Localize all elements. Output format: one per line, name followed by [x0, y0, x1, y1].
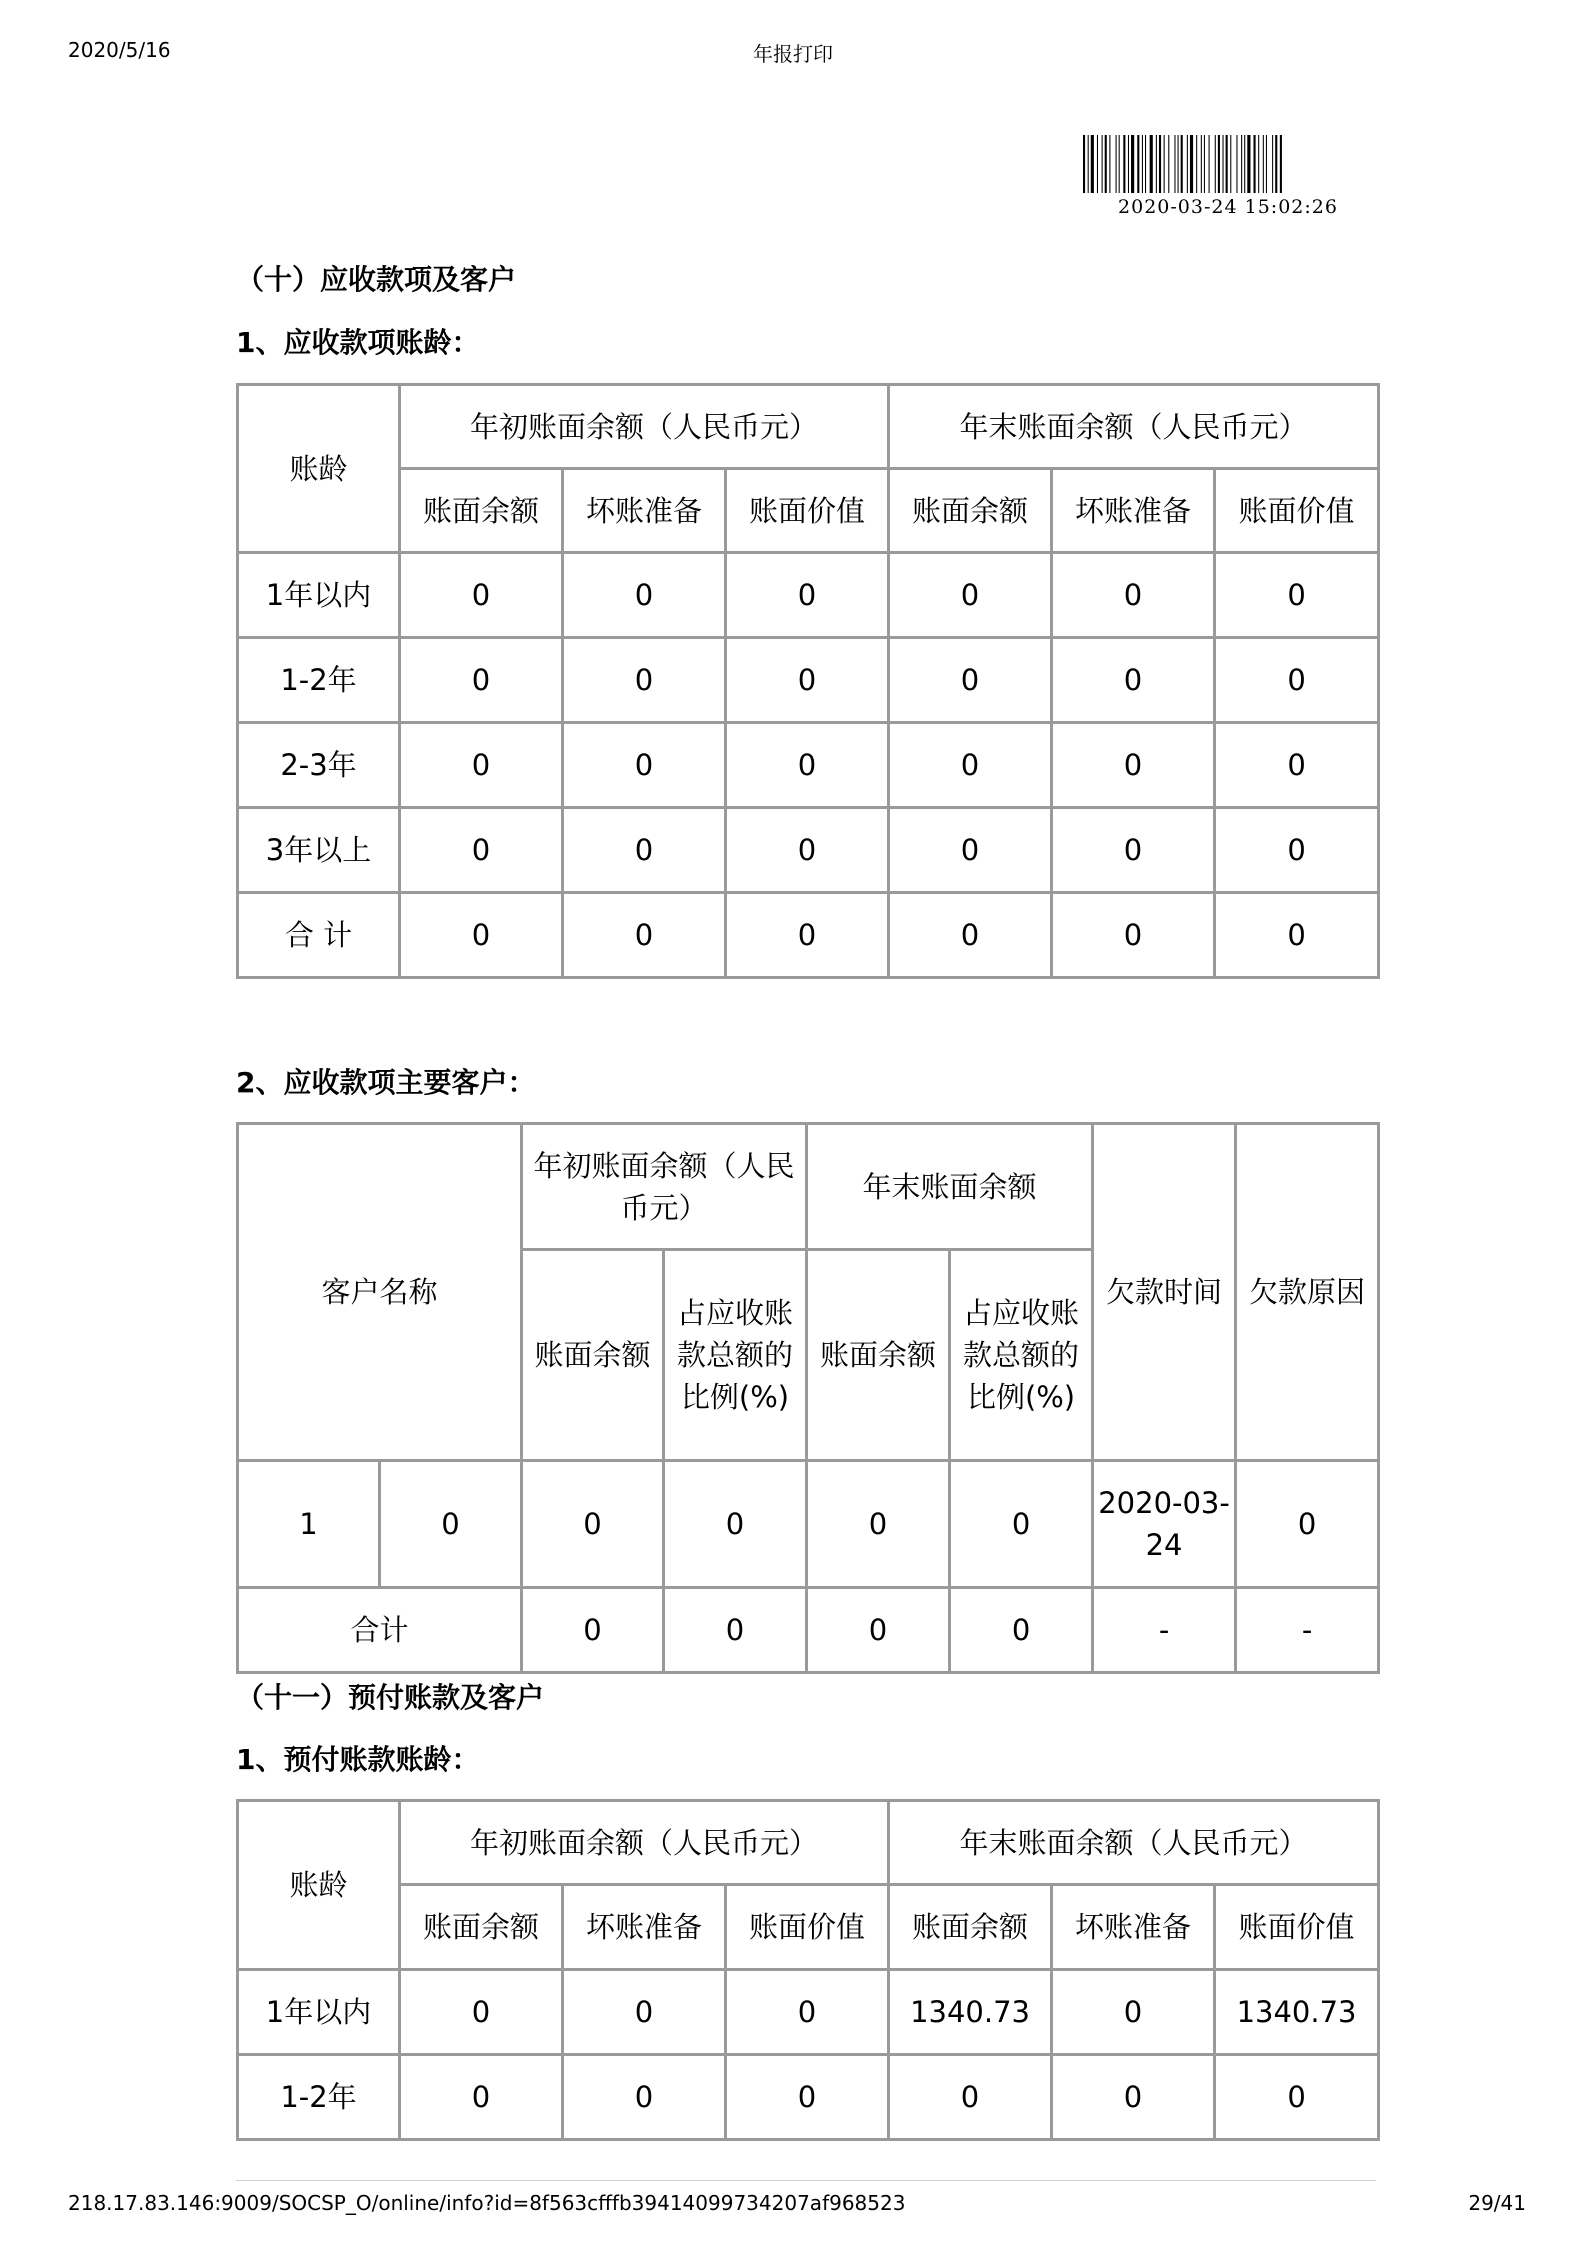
sub-header: 占应收账款总额的比例(%): [664, 1250, 807, 1461]
cell: 0: [950, 1588, 1093, 1673]
table-row: [238, 723, 1379, 808]
barcode-bar: [1116, 135, 1117, 193]
row-label: 1年以内: [238, 553, 400, 638]
cell: 0: [1215, 2055, 1379, 2140]
prepayments-aging-table: [236, 1799, 1380, 2141]
barcode-bar: [1088, 135, 1089, 193]
print-date: 2020/5/16: [68, 38, 171, 62]
barcode-bar: [1187, 135, 1188, 193]
group-end-header: 年末账面余额（人民币元）: [889, 385, 1379, 469]
sub-header: 账面价值: [726, 1885, 889, 1970]
row-label: 1年以内: [238, 1970, 400, 2055]
row-label: 2-3年: [238, 723, 400, 808]
barcode-bar: [1091, 135, 1094, 193]
barcode-bar: [1275, 135, 1277, 193]
barcode-timestamp: 2020-03-24 15:02:26: [1118, 196, 1338, 218]
cell: 0: [1236, 1461, 1379, 1588]
receivables-aging-table: [236, 383, 1380, 979]
cell: 0: [563, 893, 726, 978]
cell: 0: [889, 638, 1052, 723]
customer-name: 0: [380, 1461, 522, 1588]
sub-header: 坏账准备: [563, 1885, 726, 1970]
barcode-bar: [1263, 135, 1264, 193]
table-total-row: [238, 893, 1379, 978]
cell: 0: [1052, 553, 1215, 638]
col-customer-name-header: 客户名称: [238, 1124, 522, 1461]
cell: 1340.73: [1215, 1970, 1379, 2055]
receivables-customers-title: 2、应收款项主要客户：: [236, 1066, 536, 1099]
col-age-header: 账龄: [238, 1801, 400, 1970]
cell: 0: [400, 638, 563, 723]
cell: 0: [807, 1461, 950, 1588]
cell: 0: [1052, 723, 1215, 808]
barcode-bar: [1083, 135, 1085, 193]
group-begin-header: 年初账面余额（人民币元）: [522, 1124, 807, 1250]
cell: 0: [1052, 1970, 1215, 2055]
cell: 1340.73: [889, 1970, 1052, 2055]
barcode-bar: [1196, 135, 1197, 193]
barcode-bar: [1266, 135, 1267, 193]
cell: 0: [726, 1970, 889, 2055]
barcode-bar: [1181, 135, 1183, 193]
barcode-bar: [1272, 135, 1273, 193]
section-10-title: （十）应收款项及客户: [236, 263, 517, 296]
cell: 0: [1052, 638, 1215, 723]
cell: 0: [1215, 808, 1379, 893]
row-index: 1: [238, 1461, 380, 1588]
cell: 0: [400, 808, 563, 893]
barcode-bar: [1105, 135, 1107, 193]
cell: 0: [400, 893, 563, 978]
barcode: [1083, 135, 1373, 193]
barcode-bar: [1109, 135, 1110, 193]
cell: 0: [1052, 893, 1215, 978]
barcode-bar: [1236, 135, 1237, 193]
cell: 0: [889, 808, 1052, 893]
group-begin-header: 年初账面余额（人民币元）: [400, 385, 889, 469]
cell: 0: [563, 553, 726, 638]
cell: 0: [400, 1970, 563, 2055]
barcode-bar: [1168, 135, 1169, 193]
cell: 0: [726, 723, 889, 808]
cell: 0: [807, 1588, 950, 1673]
barcode-bar: [1254, 135, 1256, 193]
barcode-bar: [1145, 135, 1146, 193]
cell: 0: [726, 638, 889, 723]
cell: 0: [563, 723, 726, 808]
barcode-bar: [1244, 135, 1245, 193]
cell: 0: [726, 893, 889, 978]
barcode-bar: [1102, 135, 1103, 193]
prepayments-aging-title: 1、预付账款账龄：: [236, 1743, 480, 1776]
barcode-bar: [1128, 135, 1129, 193]
receivables-aging-title: 1、应收款项账龄：: [236, 326, 480, 359]
barcode-bar: [1218, 135, 1220, 193]
cell: 0: [726, 553, 889, 638]
cell: 0: [400, 723, 563, 808]
col-age-header: 账龄: [238, 385, 400, 553]
sub-header: 坏账准备: [563, 469, 726, 553]
barcode-bar: [1178, 135, 1179, 193]
cell: 0: [889, 553, 1052, 638]
cell: 0: [664, 1461, 807, 1588]
barcode-bar: [1223, 135, 1224, 193]
footer-page-number: 29/41: [1468, 2191, 1526, 2215]
barcode-bar: [1241, 135, 1242, 193]
barcode-bar: [1190, 135, 1193, 193]
group-end-header: 年末账面余额: [807, 1124, 1093, 1250]
cell: 0: [1215, 553, 1379, 638]
barcode-bar: [1204, 135, 1205, 193]
barcode-bar: [1097, 135, 1098, 193]
cell: 0: [889, 2055, 1052, 2140]
footer-divider: [236, 2180, 1376, 2181]
sub-header: 账面余额: [400, 1885, 563, 1970]
barcode-bar: [1201, 135, 1202, 193]
cell: 0: [400, 553, 563, 638]
sub-header: 坏账准备: [1052, 469, 1215, 553]
barcode-bar: [1131, 135, 1134, 193]
barcode-bar: [1174, 135, 1175, 193]
barcode-bar: [1123, 135, 1125, 193]
barcode-bar: [1258, 135, 1259, 193]
receivables-customers-table: [236, 1122, 1380, 1674]
cell: 0: [400, 2055, 563, 2140]
table-row: [238, 1970, 1379, 2055]
sub-header: 账面余额: [807, 1250, 950, 1461]
sub-header: 账面余额: [400, 469, 563, 553]
sub-header: 账面余额: [889, 469, 1052, 553]
barcode-bar: [1119, 135, 1120, 193]
cell: 0: [1052, 808, 1215, 893]
group-end-header: 年末账面余额（人民币元）: [889, 1801, 1379, 1885]
cell: 0: [563, 638, 726, 723]
barcode-bar: [1164, 135, 1165, 193]
sub-header: 账面价值: [1215, 469, 1379, 553]
barcode-bar: [1280, 135, 1282, 193]
cell: 0: [1215, 638, 1379, 723]
col-debt-reason-header: 欠款原因: [1236, 1124, 1379, 1461]
row-label: 合 计: [238, 893, 400, 978]
cell: 0: [522, 1588, 664, 1673]
sub-header: 账面价值: [726, 469, 889, 553]
sub-header: 坏账准备: [1052, 1885, 1215, 1970]
cell: 0: [889, 893, 1052, 978]
table-row: [238, 1461, 1379, 1588]
sub-header: 账面余额: [522, 1250, 664, 1461]
barcode-bar: [1156, 135, 1157, 193]
barcode-bar: [1247, 135, 1250, 193]
cell: 0: [563, 1970, 726, 2055]
table-row: [238, 553, 1379, 638]
barcode-bar: [1230, 135, 1231, 193]
table-row: [238, 808, 1379, 893]
barcode-bar: [1137, 135, 1139, 193]
row-label: 合计: [238, 1588, 522, 1673]
cell: 0: [950, 1461, 1093, 1588]
col-debt-time-header: 欠款时间: [1093, 1124, 1236, 1461]
barcode-bar: [1159, 135, 1161, 193]
row-label: 3年以上: [238, 808, 400, 893]
barcode-bar: [1209, 135, 1210, 193]
cell: 0: [726, 2055, 889, 2140]
row-label: 1-2年: [238, 2055, 400, 2140]
sub-header: 账面余额: [889, 1885, 1052, 1970]
table-total-row: [238, 1588, 1379, 1673]
cell: -: [1093, 1588, 1236, 1673]
group-begin-header: 年初账面余额（人民币元）: [400, 1801, 889, 1885]
footer-url: 218.17.83.146:9009/SOCSP_O/online/info?id=8f563cfffb39414099734207af968523: [68, 2191, 906, 2215]
row-label: 1-2年: [238, 638, 400, 723]
cell: 2020-03-24: [1093, 1461, 1236, 1588]
cell: 0: [563, 2055, 726, 2140]
cell: 0: [726, 808, 889, 893]
cell: 0: [664, 1588, 807, 1673]
barcode-bar: [1215, 135, 1216, 193]
sub-header: 账面价值: [1215, 1885, 1379, 1970]
cell: 0: [1215, 893, 1379, 978]
cell: 0: [889, 723, 1052, 808]
barcode-bar: [1226, 135, 1228, 193]
sub-header: 占应收账款总额的比例(%): [950, 1250, 1093, 1461]
cell: 0: [563, 808, 726, 893]
barcode-bar: [1142, 135, 1143, 193]
table-row: [238, 638, 1379, 723]
section-11-title: （十一）预付账款及客户: [236, 1681, 545, 1714]
cell: 0: [522, 1461, 664, 1588]
cell: 0: [1052, 2055, 1215, 2140]
page-header-title: 年报打印: [753, 42, 833, 66]
barcode-bar: [1150, 135, 1153, 193]
table-row: [238, 2055, 1379, 2140]
cell: -: [1236, 1588, 1379, 1673]
cell: 0: [1215, 723, 1379, 808]
